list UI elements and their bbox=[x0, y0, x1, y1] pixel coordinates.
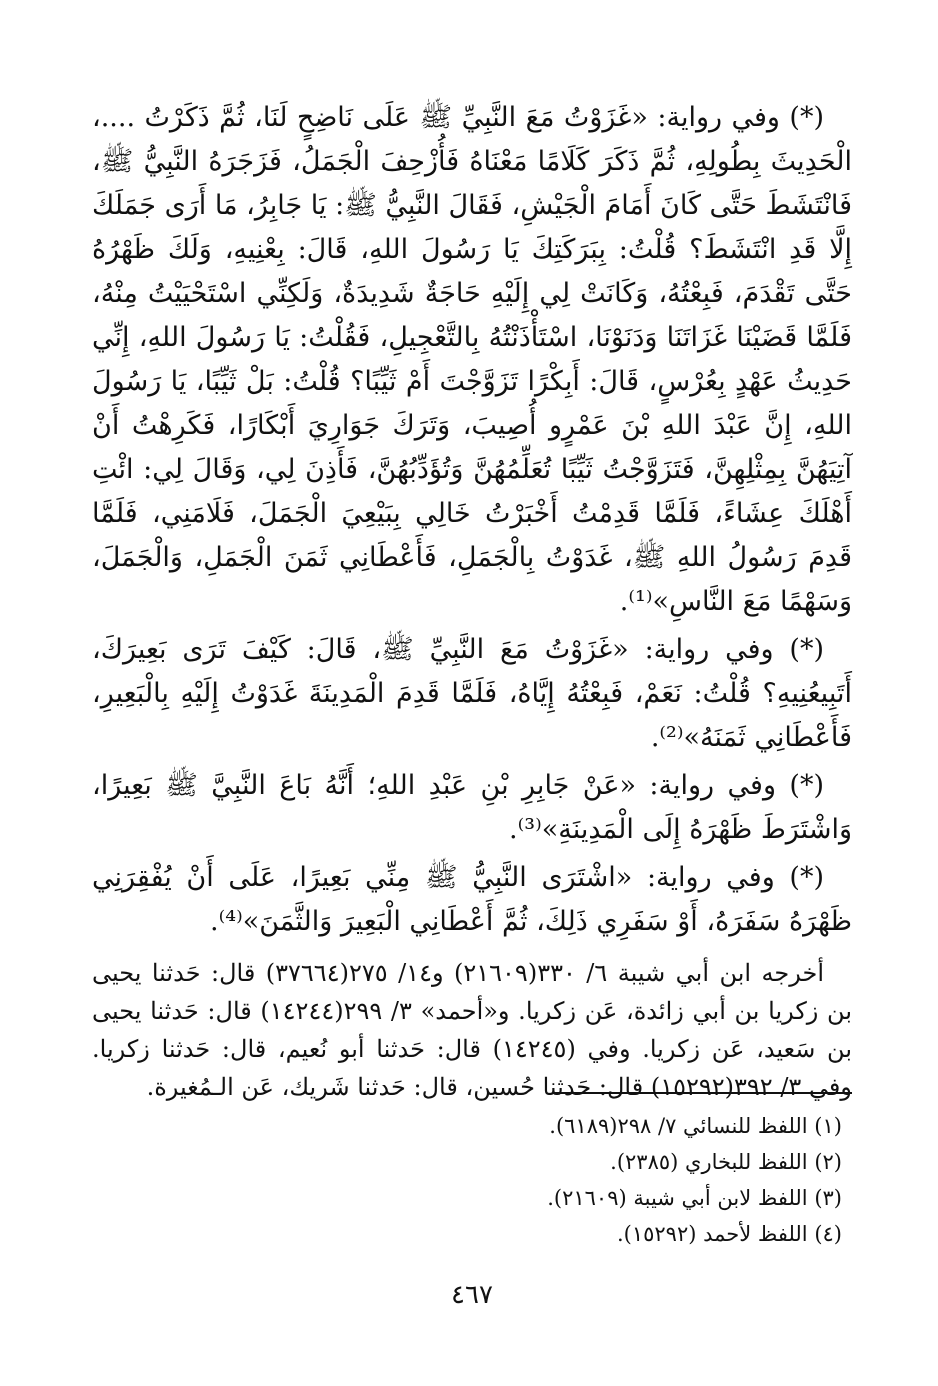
narration-paragraph-2: (*) وفي رواية: «غَزَوْتُ مَعَ النَّبِيِّ ﷺ، قَالَ: كَيْفَ تَرَى بَعِيرَكَ، أَتَبِيعُنِيهِ؟ قُلْتُ: نَعَمْ، فَبِعْتُهُ إِيَّاهُ، فَلَمَّا قَدِمَ الْمَدِينَةَ غَدَوْتُ إِلَيْهِ بِالْبَعِيرِ، فَأَعْطَانِي ثَمَنَهُ»⁽²⁾. bbox=[92, 634, 852, 753]
footnote-1: (١) اللفظ للنسائي ٧/ ٢٩٨(٦١٨٩). bbox=[549, 1114, 842, 1138]
footnote-3: (٣) اللفظ لابن أبي شيبة (٢١٦٠٩). bbox=[547, 1186, 842, 1210]
book-page bbox=[92, 96, 852, 1336]
narration-paragraph-4: (*) وفي رواية: «اشْتَرَى النَّبِيُّ ﷺ مِنِّي بَعِيرًا، عَلَى أَنْ يُفْقِرَنِي ظَهْرَهُ سَفَرَهُ، أَوْ سَفَرِي ذَلِكَ، ثُمَّ أَعْطَانِي الْبَعِيرَ وَالثَّمَنَ»⁽⁴⁾. bbox=[92, 862, 852, 937]
hadith-text bbox=[92, 96, 852, 944]
footnote-2: (٢) اللفظ للبخاري (٢٣٨٥). bbox=[610, 1150, 842, 1174]
page-number: ٤٦٧ bbox=[451, 1280, 493, 1310]
footnote-4: (٤) اللفظ لأحمد (١٥٢٩٢). bbox=[616, 1222, 842, 1246]
footnotes-list bbox=[92, 1108, 852, 1252]
narration-paragraph-1: (*) وفي رواية: «غَزَوْتُ مَعَ النَّبِيِّ ﷺ عَلَى نَاضِحٍ لَنَا، ثُمَّ ذَكَرْتُ ....، الْحَدِيثَ بِطُولِهِ، ثُمَّ ذَكَرَ كَلَامًا مَعْنَاهُ فَأُزْحِفَ الْجَمَلُ، فَزَجَرَهُ النَّبِيُّ ﷺ، فَانْتَشَطَ حَتَّى كَانَ أَمَامَ الْجَيْشِ، فَقَالَ النَّبِيُّ ﷺ: يَا جَابِرُ، مَا أَرَى جَمَلَكَ إِلَّا قَدِ انْتَشَطَ؟ قُلْتُ: بِبَرَكَتِكَ يَا رَسُولَ اللهِ، قَالَ: بِعْنِيهِ، وَلَكَ ظَهْرُهُ حَتَّى تَقْدَمَ، فَبِعْتُهُ، وَكَانَتْ لِي إِلَيْهِ حَاجَةٌ شَدِيدَةٌ، وَلَكِنِّي اسْتَحْيَيْتُ مِنْهُ، فَلَمَّا قَضَيْنَا غَزَاتَنَا وَدَنَوْنَا، اسْتَأْذَنْتُهُ بِالتَّعْجِيلِ، فَقُلْتُ: يَا رَسُولَ اللهِ، إِنِّي حَدِيثُ عَهْدٍ بِعُرْسٍ، قَالَ: أَبِكْرًا تَزَوَّجْتَ أَمْ ثَيِّبًا؟ قُلْتُ: بَلْ ثَيِّبًا، يَا رَسُولَ اللهِ، إِنَّ عَبْدَ اللهِ بْنَ عَمْرٍو أُصِيبَ، وَتَرَكَ جَوَارِيَ أَبْكَارًا، فَكَرِهْتُ أَنْ آتِيَهُنَّ بِمِثْلِهِنَّ، فَتَزَوَّجْتُ ثَيِّبًا تُعَلِّمُهُنَّ وَتُؤَدِّبُهُنَّ، فَأَذِنَ لِي، وَقَالَ لِي: ائْتِ أَهْلَكَ عِشَاءً، فَلَمَّا قَدِمْتُ أَخْبَرْتُ خَالِي بِبَيْعِيَ الْجَمَلَ، فَلَامَنِي، فَلَمَّا قَدِمَ رَسُولُ اللهِ ﷺ، غَدَوْتُ بِالْجَمَلِ، فَأَعْطَانِي ثَمَنَ الْجَمَلِ، وَالْجَمَلَ، وَسَهْمًا مَعَ النَّاسِ»⁽¹⁾. bbox=[92, 102, 852, 617]
takhrij-paragraph: أخرجه ابن أبي شيبة ٦/ ٣٣٠(٢١٦٠٩) و١٤/ ٢٧٥(٣٧٦٦٤) قال: حَدثنا يحيى بن زكريا بن أبي زائدة، عَن زكريا. و«أحمد» ٣/ ٢٩٩(١٤٢٤٤) قال: حَدثنا يحيى بن سَعيد، عَن زكريا. وفي (١٤٢٤٥) قال: حَدثنا أبو نُعيم، قال: حَدثنا زكريا. وفي ٣/ ٣٩٢(١٥٢٩٢) قال: حَدثنا حُسين، قال: حَدثنا شَريك، عَن الـمُغيرة. bbox=[92, 959, 853, 1101]
footnote-divider bbox=[552, 1092, 852, 1094]
narration-paragraph-3: (*) وفي رواية: «عَنْ جَابِرِ بْنِ عَبْدِ اللهِ؛ أَنَّهُ بَاعَ النَّبِيَّ ﷺ بَعِيرًا، وَاشْتَرَطَ ظَهْرَهُ إِلَى الْمَدِينَةِ»⁽³⁾. bbox=[92, 770, 852, 845]
